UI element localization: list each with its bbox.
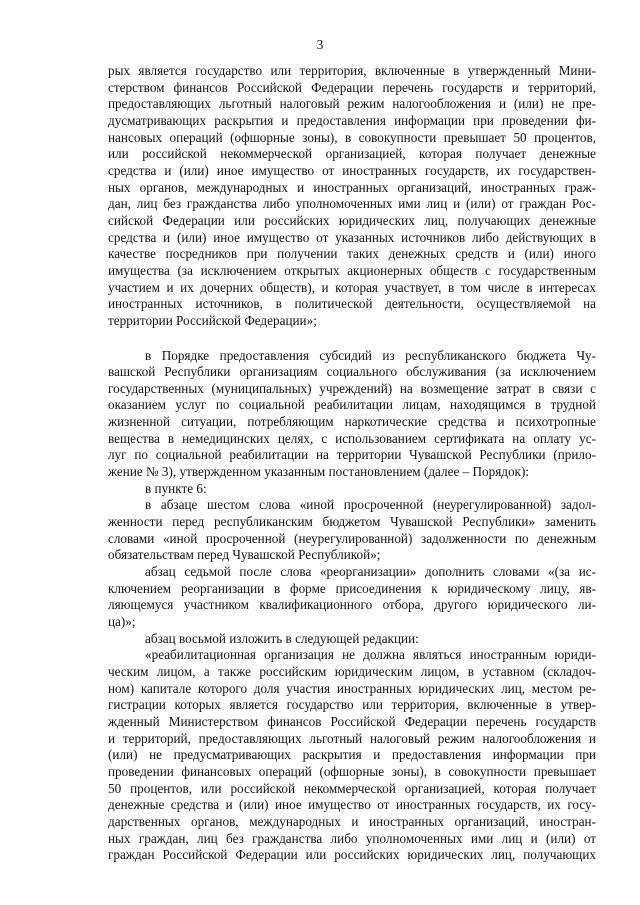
text-line: вашской Республики организациям социального обслуживания (за исключением	[108, 364, 596, 380]
text-line: словами «иной просроченной (неурегулированной) задолженности по денежным	[108, 530, 596, 546]
text-line: ных органов, международных и иностранных организаций, иностранных граж-	[108, 179, 596, 195]
text-line: ляющемуся участником квалификационного отбора, другого юридического ли-	[108, 597, 596, 613]
text-line: ца)»;	[108, 614, 136, 629]
text-line: луг по социальной реабилитации на территории Чувашской Республики (прило-	[108, 447, 596, 463]
text-line: нансовых операций (офшорные зоны), в совокупности превышает 50 процентов,	[108, 129, 596, 145]
text-line: проведении финансовых операций (офшорные зоны), в совокупности превышает	[108, 763, 596, 779]
paragraph	[108, 647, 596, 864]
text-line: оказанием услуг по социальной реабилитации лицам, находящимся в трудной	[108, 397, 596, 413]
text-line: средства и (или) иное имущество от иностранных государств, их государствен-	[108, 162, 596, 178]
text-line: в абзаце шестом слова «иной просроченной (неурегулированной) задол-	[145, 497, 596, 513]
text-line: гистрации которых является государство или территория, включенные в утвер-	[108, 697, 596, 713]
text-line: вещества в немедицинских целях, с использованием сертификата на оплату ус-	[108, 430, 596, 446]
text-line: территории Российской Федерации»;	[108, 312, 317, 328]
text-line: предоставляющих льготный налоговый режим налогообложения и (или) не пре-	[108, 96, 596, 112]
text-line: абзац восьмой изложить в следующей редакции:	[145, 630, 419, 646]
text-line: денежные средства и (или) иное имущество от иностранных государств, их госу-	[108, 797, 596, 813]
text-line: стерством финансов Российской Федерации перечень государств и территорий,	[108, 79, 596, 95]
page-number: 3	[316, 37, 324, 52]
text-line: ном) капитале которого доля участия иностранных юридических лиц, местом ре-	[108, 680, 596, 696]
text-line: женности перед республиканским бюджетом Чувашской Республики» заменить	[108, 514, 596, 530]
text-line: жизненной ситуации, потребляющим наркотические средства и психотропные	[108, 414, 596, 430]
paragraph	[108, 348, 596, 481]
paragraph	[108, 631, 596, 648]
paragraph	[108, 481, 596, 498]
text-line: сийской Федерации или российских юридических лиц, получающих денежные	[108, 212, 596, 228]
text-line: жение № 3), утвержденном указанным постановлением (далее – Порядок):	[108, 464, 530, 480]
text-line: имущества (за исключением открытых акционерных обществ с государственным	[108, 262, 596, 278]
text-line: или российской некоммерческой организацией, которая получает денежные	[108, 146, 596, 162]
paragraph-gap	[108, 330, 596, 348]
text-line: ных граждан, лиц без гражданства либо уполномоченных ими лиц и (или) от	[108, 830, 596, 846]
paragraph	[108, 564, 596, 631]
text-line: государственных (муниципальных) учреждений) на возмещение затрат в связи с	[108, 380, 596, 396]
text-line: участием и их дочерних обществ), и которая участвует, в том числе в интересах	[108, 279, 596, 295]
text-line: в пункте 6:	[145, 480, 207, 496]
text-line: дарственных органов, международных и иностранных организаций, иностран-	[108, 813, 596, 829]
text-line: граждан Российской Федерации или российских юридических лиц, получающих	[108, 847, 596, 863]
text-line: (или) не предусматривающих раскрытия и предоставления информации при	[108, 747, 596, 763]
text-line: ключением реорганизации в форме присоединения к юридическому лицу, яв-	[108, 580, 596, 596]
text-line: жденный Министерством финансов Российской Федерации перечень государств	[108, 713, 596, 729]
text-line: абзац седьмой после слова «реорганизации» дополнить словами «(за ис-	[145, 564, 596, 580]
text-line: и территорий, предоставляющих льготный налоговый режим налогообложения и	[108, 730, 596, 746]
text-line: 50 процентов, или российской некоммерческой организацией, которая получает	[108, 780, 596, 796]
paragraph	[108, 63, 596, 330]
text-line: дусматривающих раскрытия и предоставления информации при проведении фи-	[108, 112, 596, 128]
paragraph	[108, 497, 596, 564]
text-line: средства и (или) иное имущество от указанных источников либо действующих в	[108, 229, 596, 245]
text-line: рых является государство или территория, включенные в утвержденный Мини-	[108, 63, 596, 78]
text-line: обязательствам перед Чувашской Республикой»;	[108, 547, 381, 563]
text-line: в Порядке предоставления субсидий из республиканского бюджета Чу-	[145, 347, 596, 363]
text-line: иностранных источников, в политической деятельности, осуществляемой на	[108, 296, 596, 312]
text-line: ческим лицом, а также российским юридическим лицом, в уставном (складоч-	[108, 663, 596, 679]
text-line: «реабилитационная организация не должна являться иностранным юриди-	[145, 647, 596, 663]
text-line: качестве посредников при получении таких денежных средств и (или) иного	[108, 246, 596, 262]
document-body	[108, 63, 596, 864]
text-line: дан, лиц без гражданства либо уполномоченных ими лиц и (или) от граждан Рос-	[108, 196, 596, 212]
